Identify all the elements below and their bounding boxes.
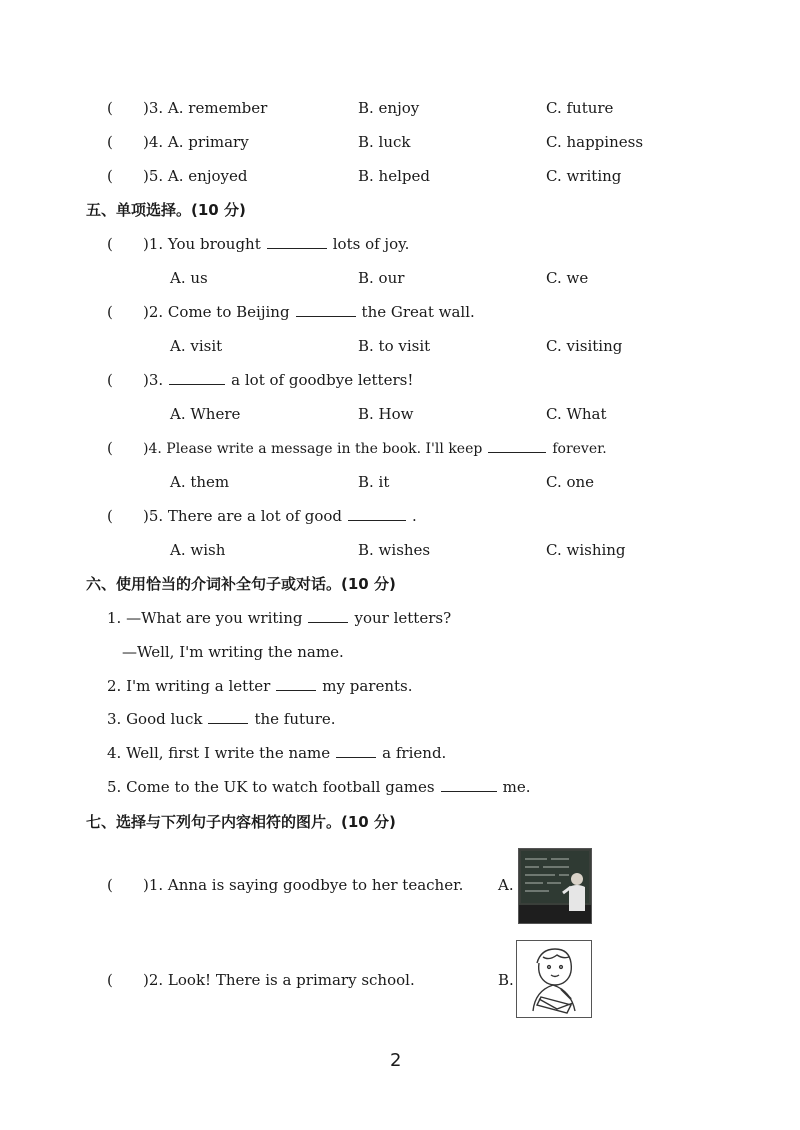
line-part: my parents. bbox=[322, 677, 413, 695]
s5-q5-stem bbox=[143, 506, 417, 526]
answer-blank[interactable] bbox=[296, 302, 356, 317]
s5-q1-option-b: B. our bbox=[358, 269, 405, 287]
stem-part: )1. You brought bbox=[143, 235, 261, 253]
s5-q5-option-a: A. wish bbox=[170, 541, 226, 559]
q3-option-c: C. future bbox=[546, 99, 614, 117]
s5-q3-option-b: B. How bbox=[358, 405, 414, 423]
answer-blank[interactable] bbox=[441, 777, 497, 792]
s5-q1-stem bbox=[143, 234, 409, 254]
stem-part: )3. bbox=[143, 371, 164, 389]
s5-q3-option-a: A. Where bbox=[170, 405, 241, 423]
answer-blank[interactable] bbox=[308, 608, 348, 623]
q4-option-b: B. luck bbox=[358, 133, 411, 151]
s7-option-b-label: B. bbox=[498, 971, 514, 989]
q5-option-a: )5. A. enjoyed bbox=[143, 167, 248, 185]
s5-q2-stem bbox=[143, 302, 475, 322]
s6-line-5 bbox=[107, 777, 530, 797]
s6-line-1 bbox=[107, 608, 451, 628]
teacher-blackboard-photo bbox=[518, 848, 592, 924]
s5-q3-stem bbox=[143, 370, 413, 390]
s5-q4-stem bbox=[143, 438, 607, 459]
stem-part: . bbox=[412, 507, 417, 525]
s6-line-4 bbox=[107, 743, 446, 763]
line-part: me. bbox=[502, 778, 531, 796]
line-part: 3. Good luck bbox=[107, 710, 203, 728]
s5-q4-option-a: A. them bbox=[170, 473, 230, 491]
q3-option-b: B. enjoy bbox=[358, 99, 420, 117]
s5-q4-option-b: B. it bbox=[358, 473, 390, 491]
q3-option-a: )3. A. remember bbox=[143, 99, 268, 117]
line-part: the future. bbox=[254, 710, 336, 728]
answer-paren: ( bbox=[107, 971, 113, 989]
s5-q5-option-b: B. wishes bbox=[358, 541, 431, 559]
boy-writing-drawing bbox=[517, 941, 591, 1017]
s6-line-1-reply: —Well, I'm writing the name. bbox=[122, 643, 344, 661]
line-part: 5. Come to the UK to watch football games bbox=[107, 778, 435, 796]
section7-heading: 七、选择与下列句子内容相符的图片。(10 分) bbox=[86, 813, 396, 831]
boy-writing-illustration bbox=[516, 940, 592, 1018]
answer-paren: ( bbox=[107, 876, 113, 894]
stem-part: )5. There are a lot of good bbox=[143, 507, 342, 525]
stem-part: the Great wall. bbox=[361, 303, 475, 321]
answer-paren: ( bbox=[107, 303, 113, 321]
s5-q4-option-c: C. one bbox=[546, 473, 595, 491]
page-number: 2 bbox=[390, 1050, 402, 1071]
answer-blank[interactable] bbox=[169, 370, 225, 385]
s5-q1-option-a: A. us bbox=[170, 269, 208, 287]
stem-part: )4. Please write a message in the book. I'll keep bbox=[143, 441, 483, 457]
q4-option-a: )4. A. primary bbox=[143, 133, 249, 151]
s5-q3-option-c: C. What bbox=[546, 405, 607, 423]
answer-blank[interactable] bbox=[276, 676, 316, 691]
q5-option-b: B. helped bbox=[358, 167, 430, 185]
answer-blank[interactable] bbox=[208, 709, 248, 724]
answer-paren: ( bbox=[107, 439, 113, 457]
s5-q1-option-c: C. we bbox=[546, 269, 589, 287]
s5-q2-option-a: A. visit bbox=[170, 337, 223, 355]
answer-paren: ( bbox=[107, 99, 113, 117]
q5-option-c: C. writing bbox=[546, 167, 622, 185]
answer-blank[interactable] bbox=[267, 234, 327, 249]
answer-blank[interactable] bbox=[488, 438, 546, 453]
answer-paren: ( bbox=[107, 235, 113, 253]
answer-blank[interactable] bbox=[348, 506, 406, 521]
stem-part: lots of joy. bbox=[332, 235, 410, 253]
s5-q2-option-c: C. visiting bbox=[546, 337, 623, 355]
line-part: 2. I'm writing a letter bbox=[107, 677, 271, 695]
answer-paren: ( bbox=[107, 167, 113, 185]
s7-q2: )2. Look! There is a primary school. bbox=[143, 971, 415, 989]
s5-q2-option-b: B. to visit bbox=[358, 337, 431, 355]
s7-q1: )1. Anna is saying goodbye to her teacher. bbox=[143, 876, 464, 894]
stem-part: a lot of goodbye letters! bbox=[231, 371, 414, 389]
section6-heading: 六、使用恰当的介词补全句子或对话。(10 分) bbox=[86, 575, 396, 593]
line-part: 4. Well, first I write the name bbox=[107, 744, 331, 762]
section5-heading: 五、单项选择。(10 分) bbox=[86, 201, 246, 219]
s6-line-2 bbox=[107, 676, 413, 696]
line-part: 1. —What are you writing bbox=[107, 609, 303, 627]
q4-option-c: C. happiness bbox=[546, 133, 644, 151]
answer-blank[interactable] bbox=[336, 743, 376, 758]
answer-paren: ( bbox=[107, 507, 113, 525]
s5-q5-option-c: C. wishing bbox=[546, 541, 626, 559]
answer-paren: ( bbox=[107, 371, 113, 389]
line-part: your letters? bbox=[354, 609, 452, 627]
s7-option-a-label: A. bbox=[498, 876, 514, 894]
answer-paren: ( bbox=[107, 133, 113, 151]
stem-part: )2. Come to Beijing bbox=[143, 303, 290, 321]
s6-line-3 bbox=[107, 709, 336, 729]
blackboard-illustration bbox=[519, 849, 591, 923]
stem-part: forever. bbox=[552, 441, 607, 457]
line-part: a friend. bbox=[382, 744, 447, 762]
